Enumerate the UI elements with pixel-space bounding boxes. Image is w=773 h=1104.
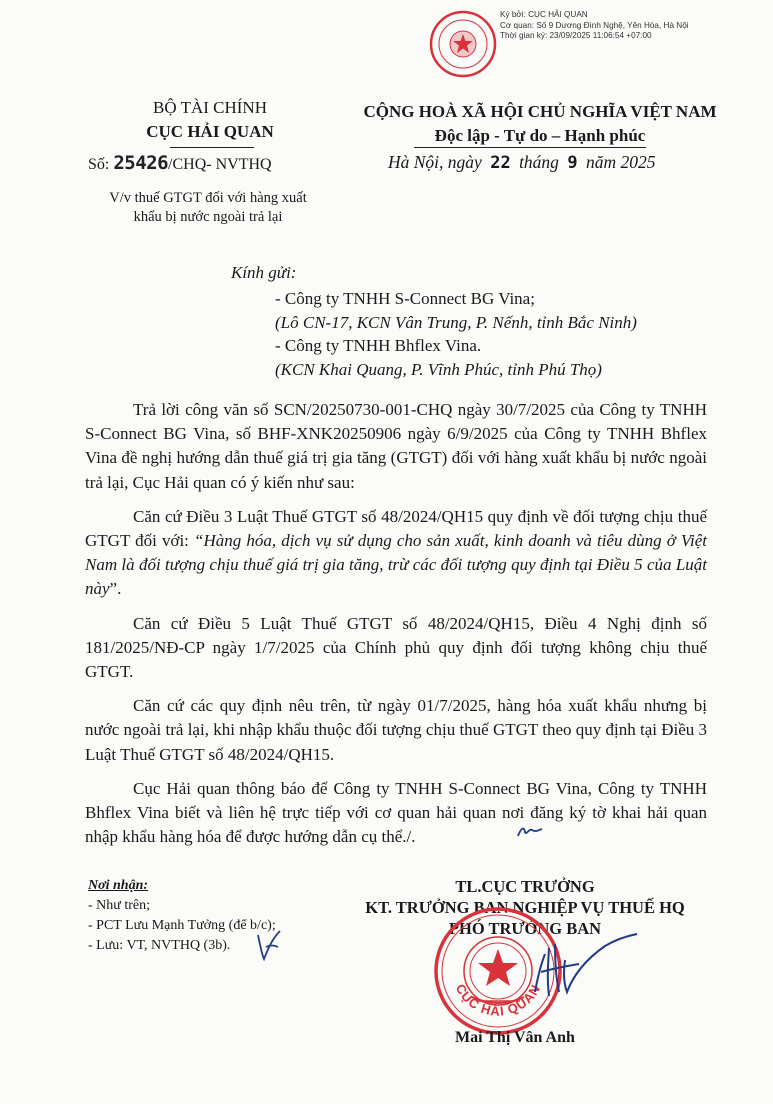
distribution-item: - PCT Lưu Mạnh Tưởng (để b/c); — [88, 918, 276, 933]
signer-title: PHÓ TRƯỞNG BAN — [448, 919, 602, 938]
date-place: Hà Nội, ngày — [388, 152, 482, 172]
body-paragraph: Căn cứ các quy định nêu trên, từ ngày 01/7/2025, hàng hóa xuất khẩu nhưng bị nước ngoài trả lại, khi nhập khẩu thuộc đối tượng chịu thuế GTGT theo quy định tại Điều 3 Luật Thuế GTGT số 48/2024/QH15. — [85, 696, 708, 764]
signer-name: Mai Thị Vân Anh — [455, 1029, 575, 1046]
national-header — [335, 100, 745, 148]
date-line — [388, 152, 655, 173]
esign-signer: Ký bởi: CỤC HẢI QUAN — [500, 10, 588, 19]
quote-end: ”. — [109, 579, 122, 599]
handwritten-initial — [250, 925, 290, 965]
handwritten-initial — [515, 822, 545, 842]
distribution-title: Nơi nhận: — [88, 878, 149, 893]
divider — [170, 147, 254, 148]
issuing-authority — [85, 96, 335, 144]
number-prefix: Số: — [88, 156, 110, 173]
national-motto: Độc lập - Tự do – Hạnh phúc — [434, 126, 646, 145]
ministry-name: BỘ TÀI CHÍNH — [153, 98, 267, 117]
nation-name: CỘNG HOÀ XÃ HỘI CHỦ NGHĨA VIỆT NAM — [363, 102, 717, 121]
seal-bottom-text: CỤC HẢI QUAN — [452, 981, 544, 1019]
recipient-address: (Lô CN-17, KCN Vân Trung, P. Nếnh, tỉnh Bắc Ninh) — [275, 312, 637, 332]
number-suffix: /CHQ- NVTHQ — [168, 156, 272, 173]
esign-agency: Cơ quan: Số 9 Dương Đình Nghệ, Yên Hòa, Hà Nội — [500, 20, 689, 30]
digital-signature-info — [500, 10, 689, 42]
paragraph-lead: Căn cứ Điều 3 Luật Thuế GTGT số 48/2024/QH15 quy định về đối tượng chịu thuế GTGT đối với: — [85, 506, 707, 551]
body-paragraph: Trả lời công văn số SCN/20250730-001-CHQ ngày 30/7/2025 của Công ty TNHH S-Connect BG Vina, số BHF-XNK20250906 ngày 6/9/2025 của Công ty TNHH Bhflex Vina đề nghị hướng dẫn thuế giá trị gia tăng (GTGT) đối với hàng xuất khẩu bị nước ngoài trả lại, Cục Hải quan có ý kiến như sau: — [85, 400, 707, 492]
esign-time: Thời gian ký: 23/09/2025 11:06:54 +07:00 — [500, 31, 652, 40]
divider — [414, 147, 646, 148]
legal-quote: “Hàng hóa, dịch vụ sử dụng cho sản xuất, kinh doanh và tiêu dùng ở Việt Nam là đối tượng chịu thuế giá trị gia tăng, trừ các đối tượng quy định tại Điều 5 của Luật này — [85, 531, 707, 599]
signer-authority: TL.CỤC TRƯỞNG — [455, 877, 595, 896]
recipient-list — [275, 287, 637, 381]
greeting: Kính gửi: — [231, 263, 297, 282]
recipient-address: (KCN Khai Quang, P. Vĩnh Phúc, tỉnh Phú Thọ) — [275, 359, 602, 379]
digital-signature-seal — [428, 9, 498, 79]
document-number — [88, 152, 272, 174]
recipient-name: - Công ty TNHH S-Connect BG Vina; — [275, 289, 535, 308]
recipient-name: - Công ty TNHH Bhflex Vina. — [275, 336, 482, 355]
date-day: 22 — [490, 153, 511, 173]
handwritten-signature — [515, 920, 655, 1010]
subject-line: V/v thuế GTGT đối với hàng xuất — [109, 190, 307, 206]
body-paragraph: Căn cứ Điều 5 Luật Thuế GTGT số 48/2024/QH15, Điều 4 Nghị định số 181/2025/NĐ-CP ngày 1/7/2025 của Chính phủ quy định đối tượng không chịu thuế GTGT. — [85, 613, 707, 682]
letter-body — [85, 398, 707, 859]
body-paragraph — [85, 505, 707, 602]
signer-delegation: KT. TRƯỞNG BAN NGHIỆP VỤ THUẾ HQ — [365, 898, 685, 917]
subject-line: khẩu bị nước ngoài trả lại — [133, 209, 283, 225]
distribution-list — [88, 876, 276, 956]
document-subject — [88, 189, 328, 227]
agency-name: CỤC HẢI QUAN — [146, 122, 274, 141]
date-month: 9 — [567, 153, 578, 173]
body-paragraph: Cục Hải quan thông báo để Công ty TNHH S-Connect BG Vina, Công ty TNHH Bhflex Vina biết và liên hệ trực tiếp với cơ quan hải quan nơi đăng ký tờ khai hải quan nhập khẩu hàng hóa để được hướng dẫn cụ thể./. — [85, 778, 707, 847]
distribution-item: - Lưu: VT, NVTHQ (3b). — [88, 938, 231, 953]
date-year: năm 2025 — [585, 152, 656, 172]
distribution-item: - Như trên; — [88, 898, 151, 913]
number-handwritten: 25426 — [113, 152, 169, 174]
date-month-label: tháng — [519, 152, 559, 172]
